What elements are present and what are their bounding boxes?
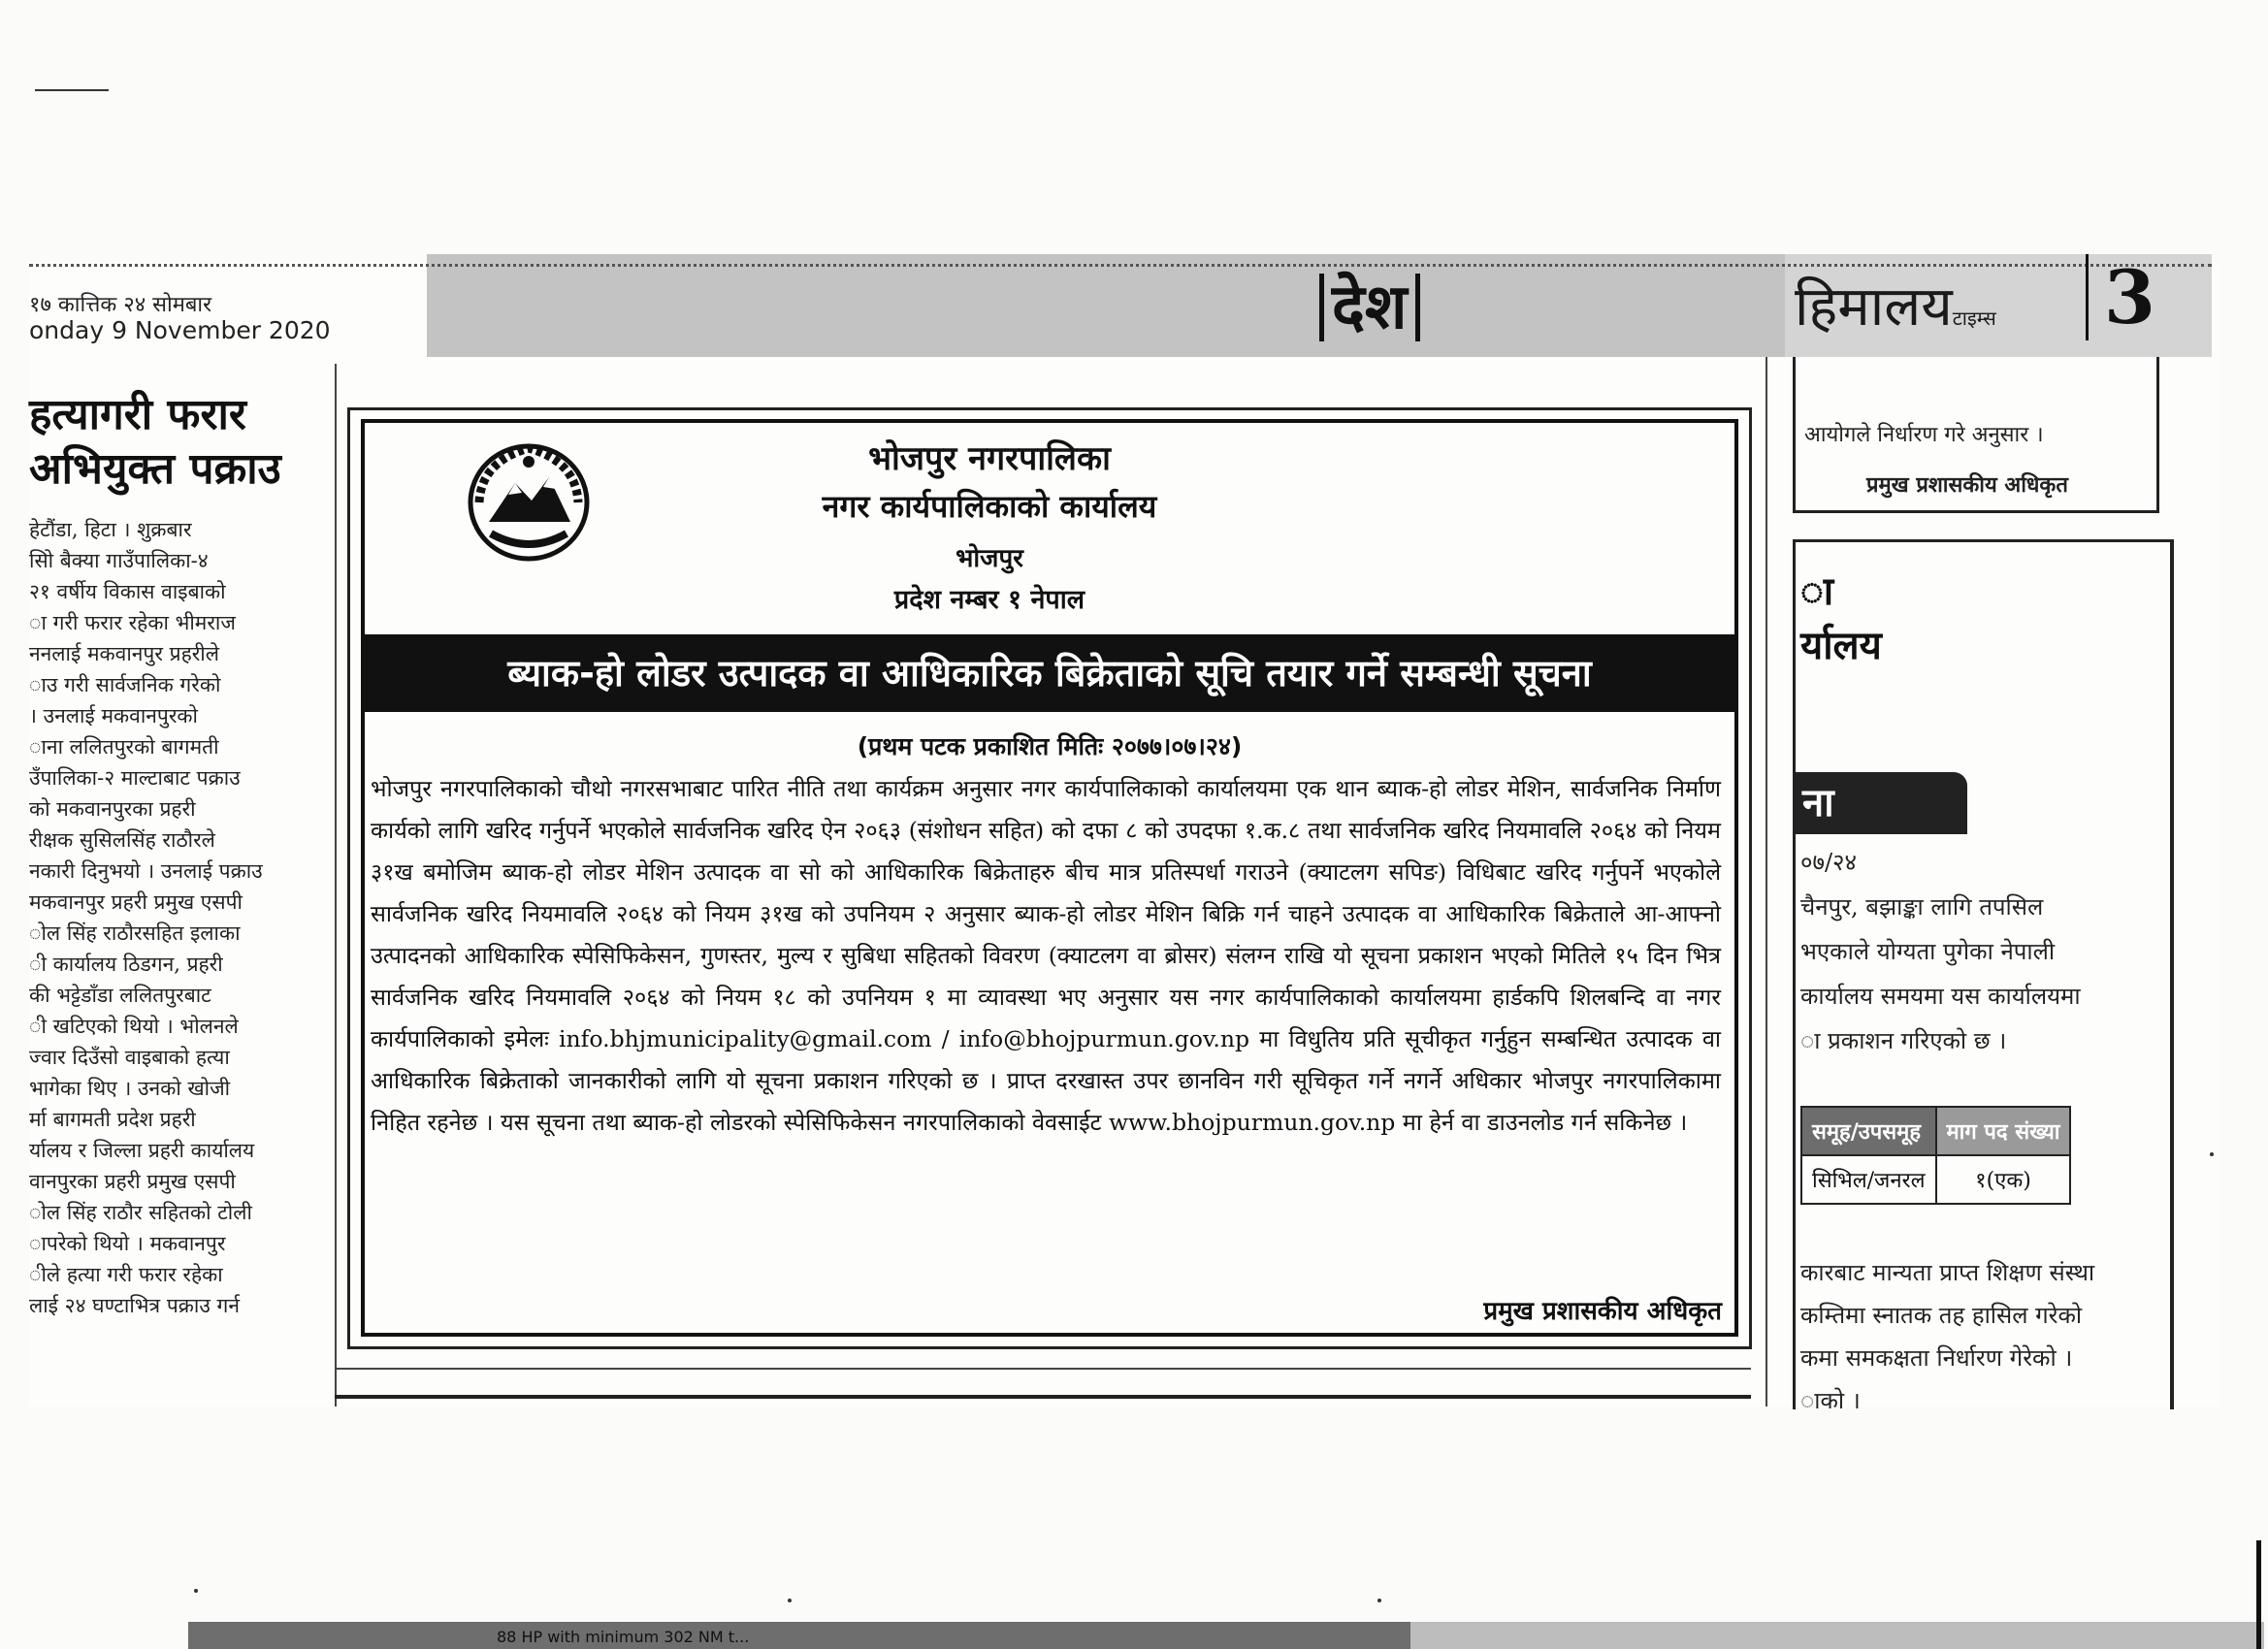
table-row <box>1801 1155 2070 1204</box>
right-vacancy-table <box>1800 1106 2071 1205</box>
notice-title: ब्याक-हो लोडर उत्पादक वा आधिकारिक बिक्रेताको सूचि तयार गर्ने सम्बन्धी सूचना <box>361 634 1738 712</box>
table-header-cell: माग पद संख्या <box>1936 1107 2071 1155</box>
left-column <box>29 388 320 1321</box>
right-paragraph-2: कारबाट मान्यता प्राप्त शिक्षण संस्था कम्तिमा स्नातक तह हासिल गरेको कमा समकक्षता निर्धारण गेरेको । ाको । <box>1800 1259 2095 1414</box>
scan-dot <box>194 1589 198 1593</box>
right-dark-label: ना <box>1793 772 1967 834</box>
header-dotted-rule <box>29 264 2212 267</box>
bottom-strip-light <box>1410 1622 2264 1649</box>
right-box-signature: प्रमुख प्रशासकीय अधिकृत <box>1866 473 2068 498</box>
bottom-rule <box>335 1368 1751 1370</box>
notice-office: नगर कार्यपालिकाको कार्यालय <box>822 488 1157 525</box>
notice-org-name: भोजपुर नगरपालिका <box>868 439 1111 478</box>
scan-dot <box>788 1599 792 1602</box>
notice-place: भोजपुर <box>956 544 1023 573</box>
notice-publication-date: (प्रथम पटक प्रकाशित मितिः २०७७।०७।२४) <box>857 732 1243 760</box>
bottom-strip-text: 88 HP with minimum 302 NM t... <box>497 1628 750 1646</box>
masthead <box>1795 274 1996 352</box>
column-rule <box>335 364 337 1406</box>
table-cell: सिभिल/जनरल <box>1801 1155 1936 1204</box>
notice-signature: प्रमुख प्रशासकीय अधिकृत <box>1483 1297 1722 1326</box>
date-english: onday 9 November 2020 <box>29 316 331 344</box>
bottom-strip <box>188 1622 1410 1649</box>
table-cell: १(एक) <box>1936 1155 2071 1204</box>
scan-dot <box>1377 1599 1381 1602</box>
left-headline: हत्यागरी फरार अभियुक्त पक्राउ <box>29 390 281 494</box>
notice-province: प्रदेश नम्बर १ नेपाल <box>893 585 1085 615</box>
table-header-row <box>1801 1107 2070 1155</box>
bottom-rule-heavy <box>335 1395 1751 1399</box>
right-box-line: आयोगले निर्धारण गरे अनुसार । <box>1804 423 2044 447</box>
notice-body-text: भोजपुर नगरपालिकाको चौथो नगरसभाबाट पारित नीति तथा कार्यक्रम अनुसार नगर कार्यपालिकाको कार्यालयमा एक थान ब्याक-हो लोडर मेशिन, सार्वजनिक निर्माण कार्यको लागि खरिद गर्नुपर्ने भएकोले सार्वजनिक खरिद ऐन २०६३ (संशोधन सहित) को दफा ८ को उपदफा १.क.८ तथा सार्वजनिक खरिद नियमावलि २०६४ को नियम ३१ख बमोजिम ब्याक-हो लोडर मेशिन उत्पादक वा सो को आधिकारिक बिक्रेताहरु बीच मात्र प्रतिस्पर्धा गराउने (क्याटलग सपिङ) विधिबाट खरिद गर्नुपर्ने भएकोले सार्वजनिक खरिद नियमावलि २०६४ को नियम ३१ख को उपनियम २ अनुसार ब्याक-हो लोडर मेशिन बिक्रि गर्न चाहने उत्पादक वा आधिकारिक बिक्रेताले आ-आफ्नो उत्पादनको आधिकारिक स्पेसिफिकेसन, गुणस्तर, मुल्य र सुबिधा सहितको विवरण (क्याटलग वा ब्रोसर) संलग्न राखि यो सूचना प्रकाशन भएको मितिले १५ दिन भित्र सार्वजनिक खरिद नियमावलि २०६४ को नियम १८ को उपनियम १ मा व्यावस्था भए अनुसार यस नगर कार्यपालिकाको कार्यालयमा हार्डकपि शिलबन्दि वा नगर कार्यपालिकाको इमेलः info.bhjmunicipality@gmail.com / info@bhojpurmun.gov.np मा विधुतिय प्रति सूचीकृत गर्नुहुन सम्बन्धित उत्पादक वा आधिकारिक बिक्रेताको जानकारीको लागि यो सूचना प्रकाशन गरिएको छ । प्राप्त दरखास्त उपर छानविन गरी सूचिकृत गर्ने नगर्ने अधिकार भोजपुर नगरपालिकामा निहित रहनेछ । यस सूचना तथा ब्याक-हो लोडरको स्पेसिफिकेसन नगरपालिकाको वेवसाईट www.bhojpurmun.gov.np मा हेर्न वा डाउनलोड गर्न सकिनेछ । <box>371 775 1721 1136</box>
header-band <box>427 254 1785 357</box>
page-number: 3 <box>2086 254 2155 340</box>
masthead-title: हिमालय <box>1795 275 1953 339</box>
right-column-rule <box>1766 357 1767 1406</box>
date-nepali: १७ कात्तिक २४ सोमबार <box>29 293 212 317</box>
notice-body <box>371 768 1721 1144</box>
table-header-cell: समूह/उपसमूह <box>1801 1107 1936 1155</box>
section-label: देश <box>1319 274 1420 341</box>
masthead-small: टाइम्स <box>1952 307 1996 330</box>
right-heading-fragment-2: र्यालय <box>1800 623 1882 668</box>
right-date-fragment: ०७/२४ <box>1800 849 1858 876</box>
scan-margin-line <box>2256 1540 2261 1649</box>
municipality-emblem-icon <box>462 433 596 566</box>
left-article-body: हेटौंडा, हिटा । शुक्रबार सिो बैक्या गाउँपालिका-४ २१ वर्षीय विकास वाइबाको ा गरी फरार रहेका भीमराज ननलाई मकवानपुर प्रहरीले ाउ गरी सार्वजनिक गरेको । उनलाई मकवानपुरको ाना ललितपुरको बागमती उँपालिका-२ माल्टाबाट पक्राउ को मकवानपुरका प्रहरी रीक्षक सुसिलसिंह राठौरले नकारी दिनुभयो । उनलाई पक्राउ मकवानपुर प्रहरी प्रमुख एसपी ोल सिंह राठौरसहित इलाका ी कार्यालय ठिडगन, प्रहरी की भट्टेडाँडा ललितपुरबाट ी खटिएको थियो । भोलनले ज्वार दिउँसो वाइबाको हत्या भागेका थिए । उनको खोजी र्मा बागमती प्रदेश प्रहरी र्यालय र जिल्ला प्रहरी कार्यालय वानपुरका प्रहरी प्रमुख एसपी ोल सिंह राठौर सहितको टोली ापरेको थियो । मकवानपुर ीले हत्या गरी फरार रहेका लाई २४ घण्टाभित्र पक्राउ गर्न <box>29 518 263 1317</box>
right-paragraph: चैनपुर, बझाङ्का लागि तपसिल भएकाले योग्यता पुगेका नेपाली कार्यालय समयमा यस कार्यालयमा ा प्रकाशन गरिएको छ । <box>1800 893 2081 1054</box>
scan-mark <box>35 89 109 91</box>
scan-dot <box>2210 1152 2214 1156</box>
right-heading-fragment: ा <box>1800 568 1834 614</box>
